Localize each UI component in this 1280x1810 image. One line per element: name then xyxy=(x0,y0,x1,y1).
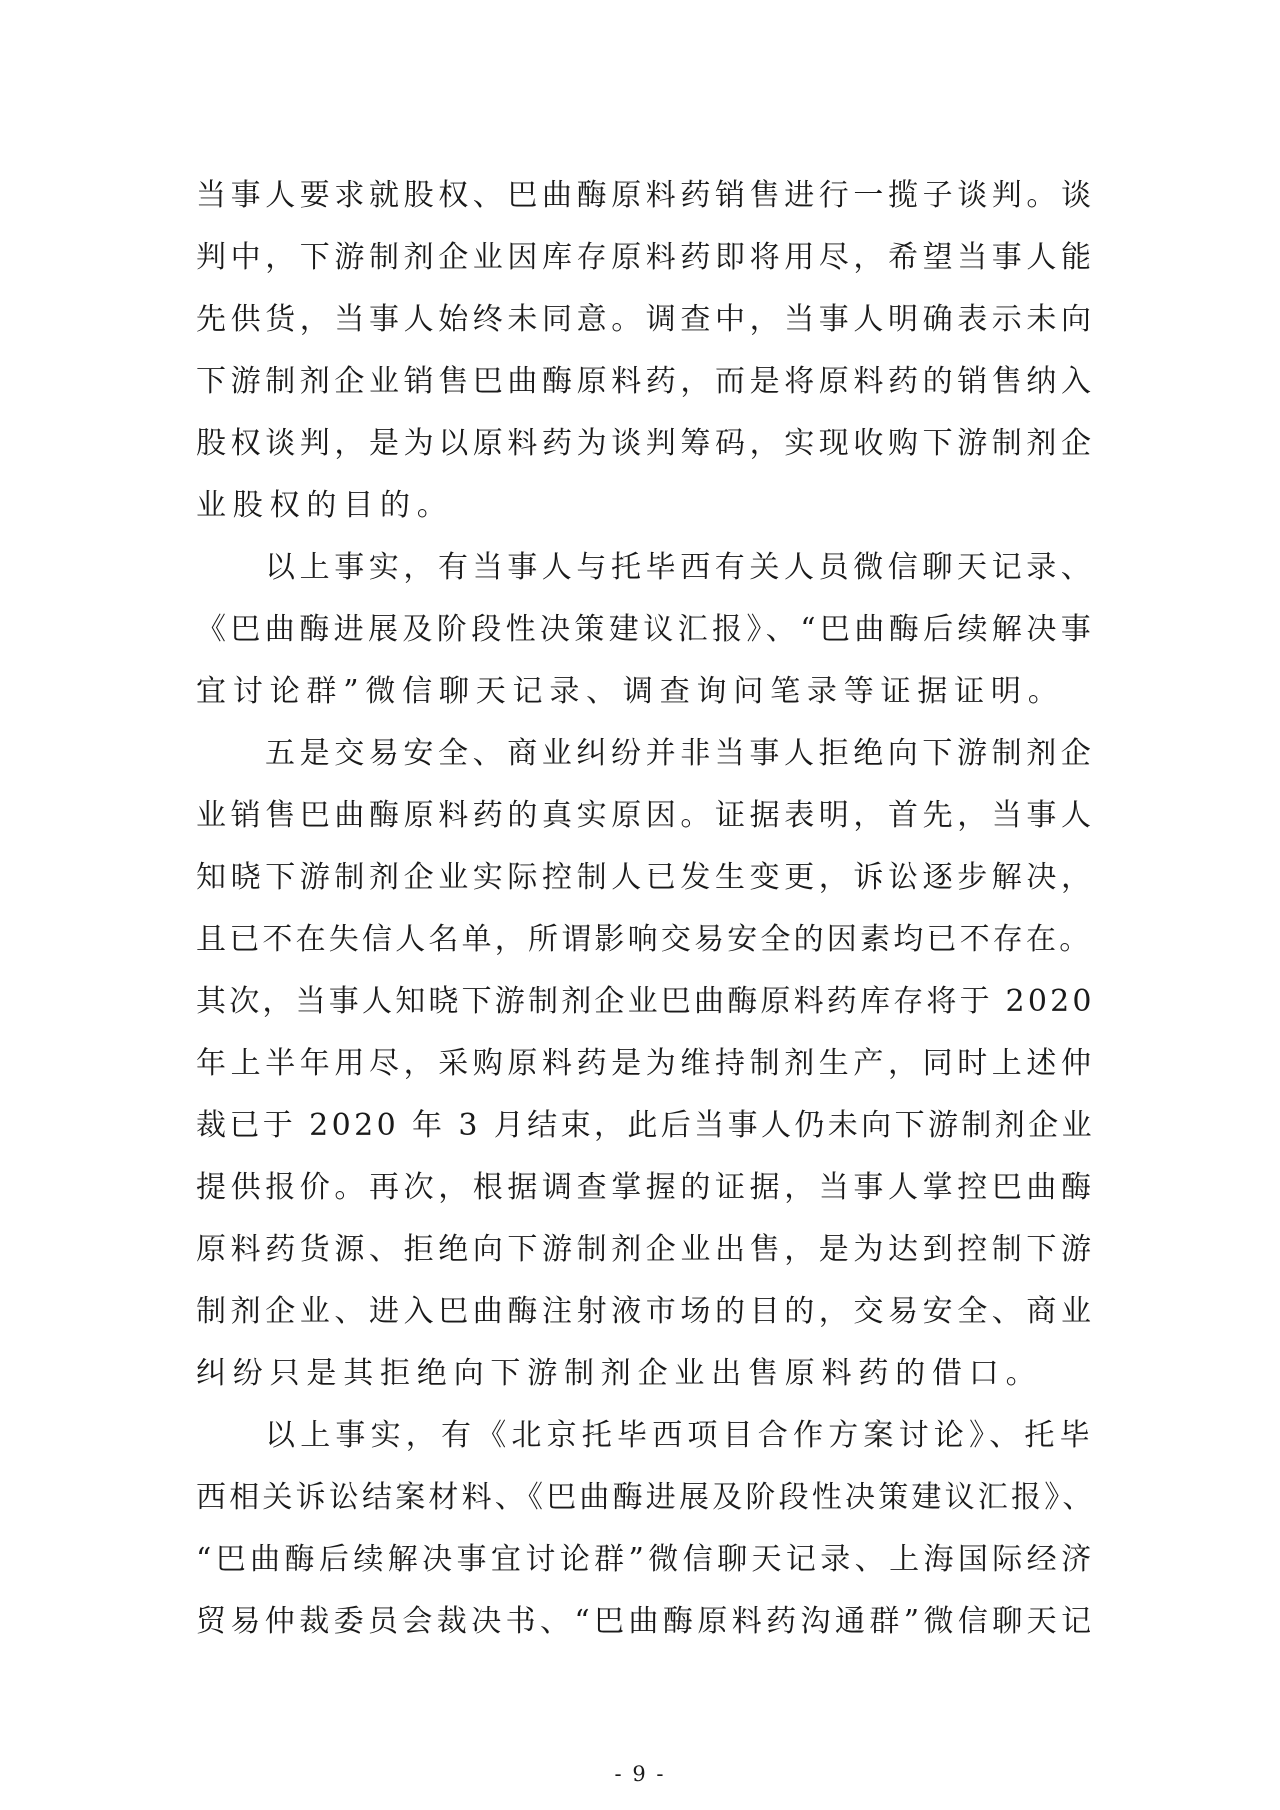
text-line: “巴曲酶后续解决事宜讨论群”微信聊天记录、上海国际经济 xyxy=(196,1542,1096,1577)
text-line: 《巴曲酶进展及阶段性决策建议汇报》、“巴曲酶后续解决事 xyxy=(196,612,1096,647)
text-line: 先供货，当事人始终未同意。调查中，当事人明确表示未向 xyxy=(196,302,1096,337)
text-line: 且已不在失信人名单，所谓影响交易安全的因素均已不存在。 xyxy=(196,922,1093,957)
text-line: 下游制剂企业销售巴曲酶原料药，而是将原料药的销售纳入 xyxy=(196,364,1096,399)
text-line: 其次，当事人知晓下游制剂企业巴曲酶原料药库存将于 2020 xyxy=(196,984,1095,1019)
text-line: 宜讨论群”微信聊天记录、调查询问笔录等证据证明。 xyxy=(196,674,1065,709)
text-line: 业股权的目的。 xyxy=(196,488,454,523)
text-line: 裁已于 2020 年 3 月结束，此后当事人仍未向下游制剂企业 xyxy=(196,1108,1095,1143)
text-line: 制剂企业、进入巴曲酶注射液市场的目的，交易安全、商业 xyxy=(196,1294,1096,1329)
text-line: 贸易仲裁委员会裁决书、“巴曲酶原料药沟通群”微信聊天记 xyxy=(196,1604,1096,1639)
text-line: 当事人要求就股权、巴曲酶原料药销售进行一揽子谈判。谈 xyxy=(196,178,1096,213)
text-line: 原料药货源、拒绝向下游制剂企业出售，是为达到控制下游 xyxy=(196,1232,1096,1267)
text-line: 股权谈判，是为以原料药为谈判筹码，实现收购下游制剂企 xyxy=(196,426,1096,461)
paragraph-first-line: 以上事实，有《北京托毕西项目合作方案讨论》、托毕 xyxy=(265,1418,1095,1453)
page-number: - 9 - xyxy=(614,1762,666,1786)
text-line: 判中，下游制剂企业因库存原料药即将用尽，希望当事人能 xyxy=(196,240,1096,275)
text-line: 西相关诉讼结案材料、《巴曲酶进展及阶段性决策建议汇报》、 xyxy=(196,1480,1096,1515)
text-line: 年上半年用尽，采购原料药是为维持制剂生产，同时上述仲 xyxy=(196,1046,1096,1081)
paragraph-first-line: 五是交易安全、商业纠纷并非当事人拒绝向下游制剂企 xyxy=(265,736,1096,771)
text-line: 业销售巴曲酶原料药的真实原因。证据表明，首先，当事人 xyxy=(196,798,1096,833)
paragraph-first-line: 以上事实，有当事人与托毕西有关人员微信聊天记录、 xyxy=(265,550,1096,585)
text-line: 知晓下游制剂企业实际控制人已发生变更，诉讼逐步解决， xyxy=(196,860,1096,895)
text-line: 提供报价。再次，根据调查掌握的证据，当事人掌控巴曲酶 xyxy=(196,1170,1096,1205)
text-line: 纠纷只是其拒绝向下游制剂企业出售原料药的借口。 xyxy=(196,1356,1043,1391)
